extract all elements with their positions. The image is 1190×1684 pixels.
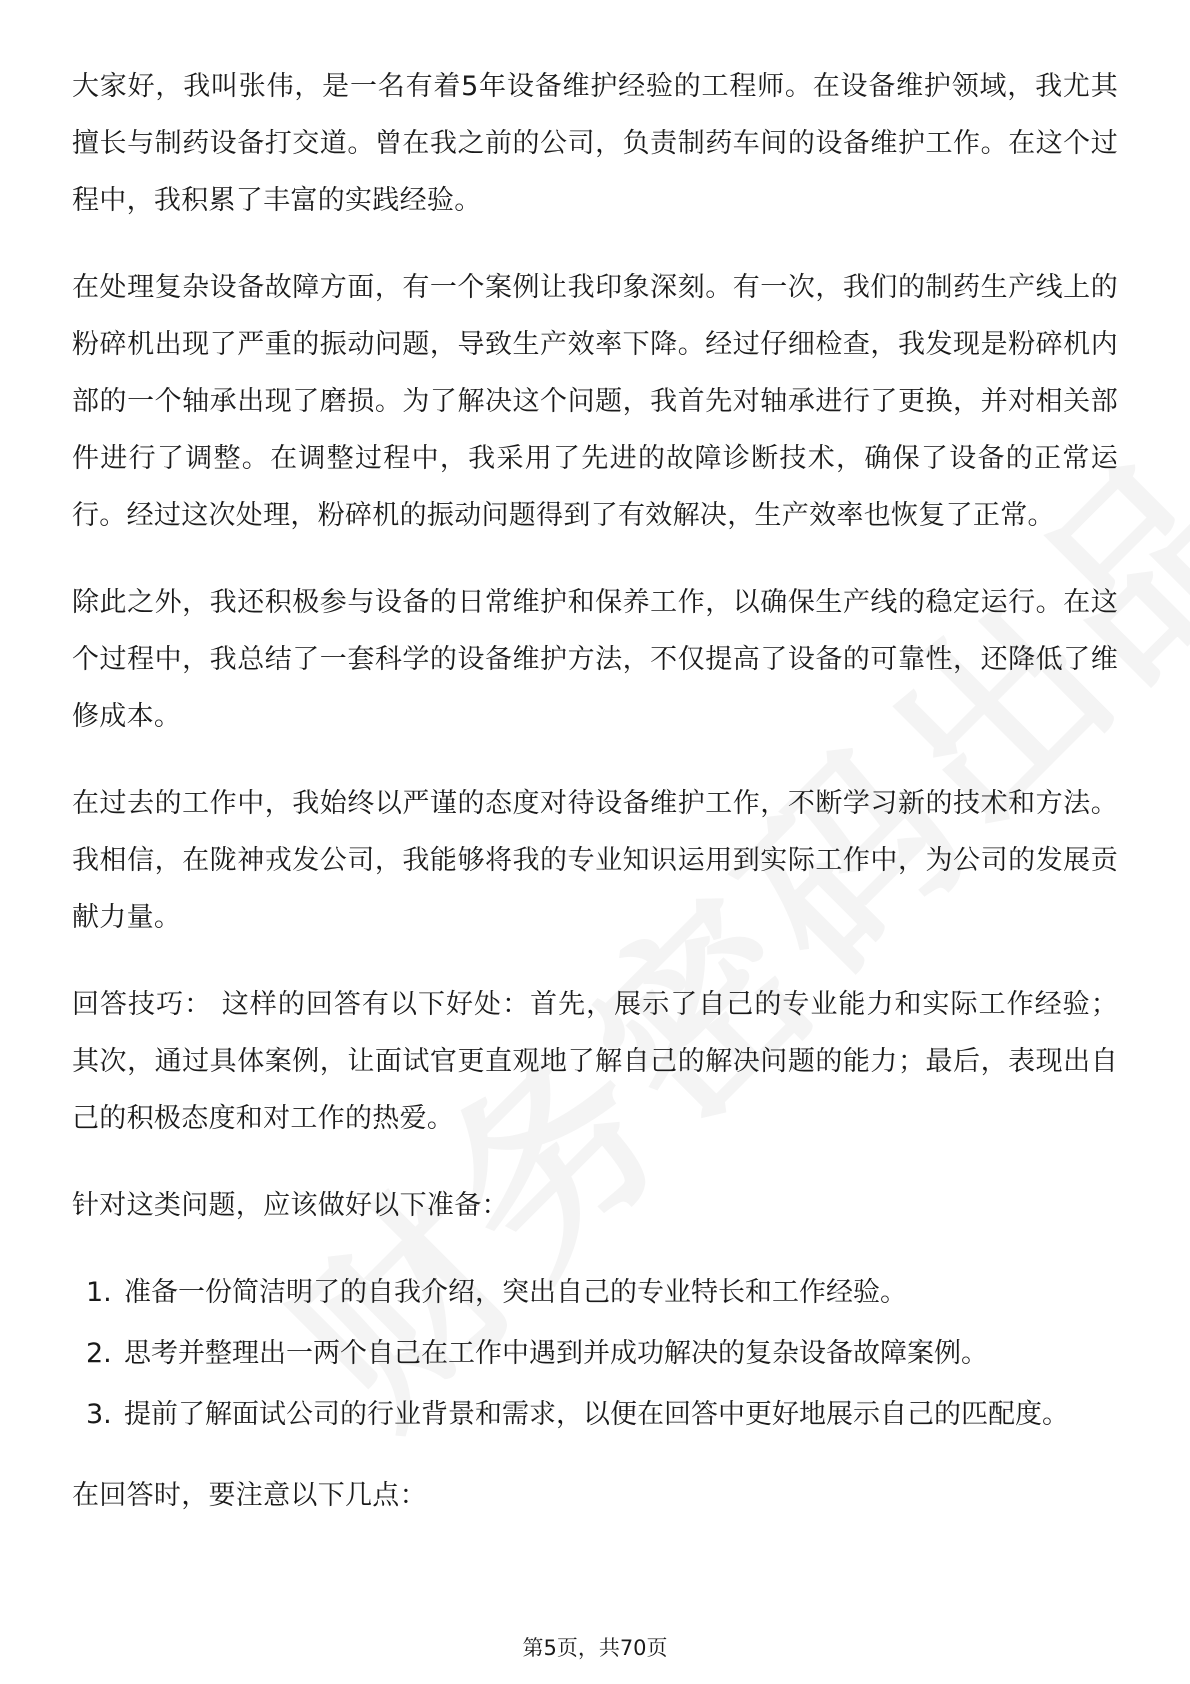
- list-text: 思考并整理出一两个自己在工作中遇到并成功解决的复杂设备故障案例。: [124, 1338, 988, 1369]
- paragraph-closing: 在回答时，要注意以下几点：: [72, 1480, 427, 1511]
- prep-list: [72, 1264, 1118, 1443]
- list-item: [72, 1264, 1118, 1321]
- list-item: [72, 1325, 1118, 1382]
- list-number: 1.: [86, 1277, 112, 1308]
- paragraph-case: 在处理复杂设备故障方面，有一个案例让我印象深刻。有一次，我们的制药生产线上的粉碎机出现了严重的振动问题，导致生产效率下降。经过仔细检查，我发现是粉碎机内部的一个轴承出现了磨损。为了解决这个问题，我首先对轴承进行了更换，并对相关部件进行了调整。在调整过程中，我采用了先进的故障诊断技术，确保了设备的正常运行。经过这次处理，粉碎机的振动问题得到了有效解决，生产效率也恢复了正常。: [72, 272, 1118, 531]
- paragraph-maintenance: 除此之外，我还积极参与设备的日常维护和保养工作，以确保生产线的稳定运行。在这个过程中，我总结了一套科学的设备维护方法，不仅提高了设备的可靠性，还降低了维修成本。: [72, 587, 1118, 732]
- paragraph-tips: 回答技巧： 这样的回答有以下好处：首先，展示了自己的专业能力和实际工作经验；其次，通过具体案例，让面试官更直观地了解自己的解决问题的能力；最后，表现出自己的积极态度和对工作的热爱。: [72, 989, 1118, 1134]
- page-footer: 第5页，共70页: [522, 1636, 668, 1660]
- list-item: [72, 1386, 1118, 1443]
- list-text: 提前了解面试公司的行业背景和需求，以便在回答中更好地展示自己的匹配度。: [124, 1399, 1069, 1430]
- document-body: [72, 58, 1118, 1554]
- paragraph-intro: 大家好，我叫张伟，是一名有着5年设备维护经验的工程师。在设备维护领域，我尤其擅长与制药设备打交道。曾在我之前的公司，负责制药车间的设备维护工作。在这个过程中，我积累了丰富的实践经验。: [72, 71, 1118, 216]
- paragraph-prep-heading: 针对这类问题，应该做好以下准备：: [72, 1190, 509, 1221]
- paragraph-attitude: 在过去的工作中，我始终以严谨的态度对待设备维护工作，不断学习新的技术和方法。我相信，在陇神戎发公司，我能够将我的专业知识运用到实际工作中，为公司的发展贡献力量。: [72, 788, 1118, 933]
- list-number: 3.: [86, 1399, 112, 1430]
- list-number: 2.: [86, 1338, 112, 1369]
- list-text: 准备一份简洁明了的自我介绍，突出自己的专业特长和工作经验。: [124, 1277, 907, 1308]
